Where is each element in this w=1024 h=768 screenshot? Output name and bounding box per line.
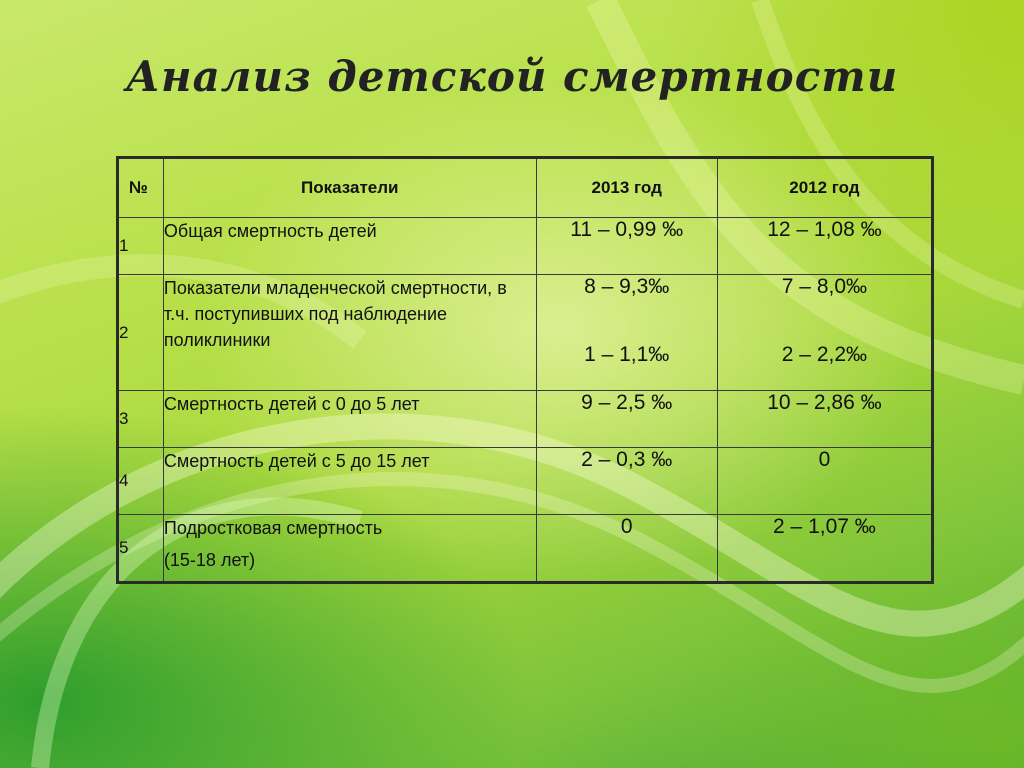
row-number: 4 [118,448,164,515]
value-2013 [536,275,717,391]
mortality-table [116,156,934,584]
row-indicator: Смертность детей с 5 до 15 лет [163,448,536,515]
value-2012: 2 – 1,07 ‰ [717,515,932,583]
header-indicators: Показатели [163,158,536,218]
row-indicator-line1: Подростковая смертность [163,518,383,538]
value-2013: 11 – 0,99 ‰ [536,218,717,275]
header-2012: 2012 год [717,158,932,218]
table-row [118,391,933,448]
table-header-row [118,158,933,218]
value-2012: 10 – 2,86 ‰ [717,391,932,448]
value-2013: 9 – 2,5 ‰ [536,391,717,448]
value-2012: 0 [717,448,932,515]
row-number: 2 [118,275,164,391]
table-row [118,218,933,275]
row-number: 1 [118,218,164,275]
row-number: 5 [118,515,164,583]
row-indicator: Показатели младенческой смертности, в т.ч. поступивших под наблюдение поликлиники [163,275,536,391]
value-2012-infant: 7 – 8,0‰ [781,275,868,298]
table-row [118,515,933,583]
row-indicator: Общая смертность детей [163,218,536,275]
row-indicator: Смертность детей с 0 до 5 лет [163,391,536,448]
value-2013: 2 – 0,3 ‰ [536,448,717,515]
slide-title: Анализ детской смертности [125,52,899,101]
table-row [118,448,933,515]
value-2013-infant: 8 – 9,3‰ [584,275,670,298]
header-2013: 2013 год [536,158,717,218]
row-indicator-line2: (15-18 лет) [163,550,256,570]
row-indicator [163,515,536,583]
value-2013: 0 [536,515,717,583]
value-2012: 12 – 1,08 ‰ [717,218,932,275]
value-2012-clinic: 2 – 2,2‰ [781,343,868,366]
header-number: № [118,158,164,218]
value-2013-clinic: 1 – 1,1‰ [584,343,670,366]
row-number: 3 [118,391,164,448]
table-row [118,275,933,391]
value-2012 [717,275,932,391]
